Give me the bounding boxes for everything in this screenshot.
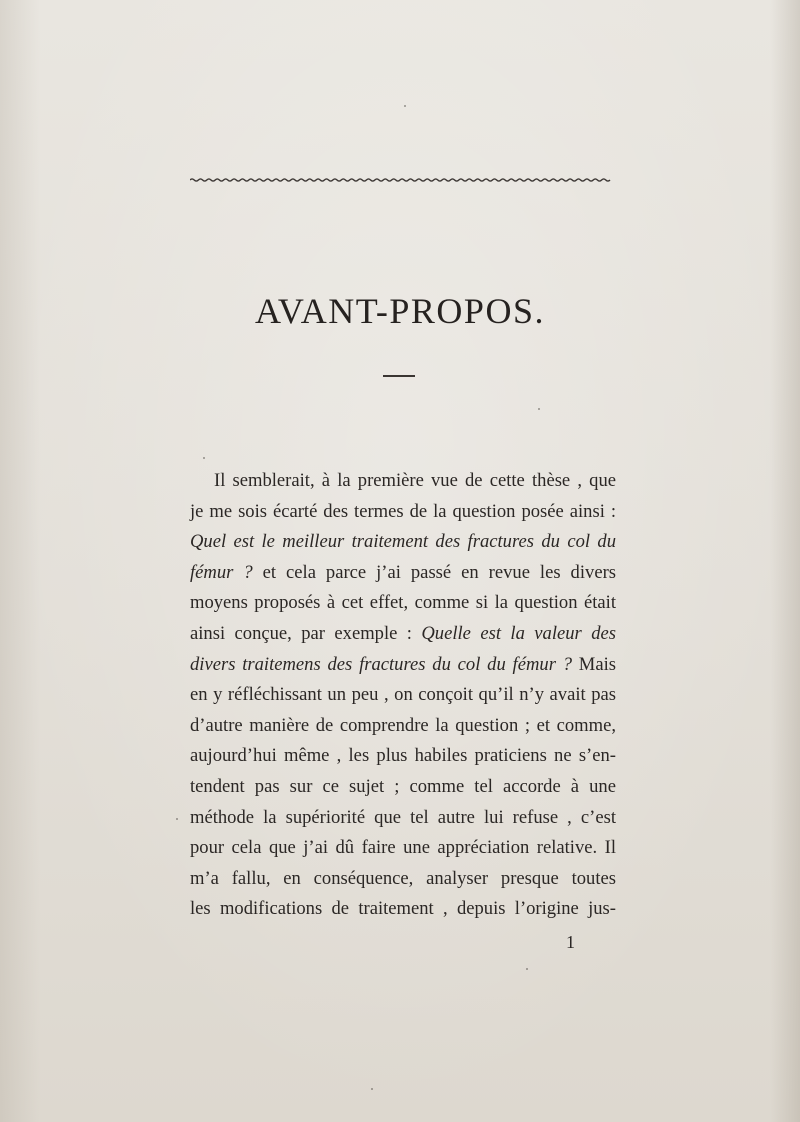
text-line (190, 680, 616, 711)
ornamental-rule (190, 175, 614, 185)
text-line (190, 772, 616, 803)
italic-text: Quel est le meilleur traitement des fractures du col du (190, 531, 616, 553)
text-line (190, 864, 616, 895)
text-line (190, 894, 616, 925)
paper-speck (203, 457, 205, 459)
paper-speck (404, 105, 406, 107)
text-run: d’autre manière de comprendre la question ; et comme, (190, 714, 616, 736)
text-line (190, 650, 616, 681)
text-run: tendent pas sur ce sujet ; comme tel accorde à une (190, 775, 616, 797)
paper-speck (176, 818, 178, 820)
text-run: Il semblerait, à la première vue de cette thèse , que (214, 470, 616, 491)
text-line (190, 558, 616, 589)
paper-speck (538, 408, 540, 410)
text-run: pour cela que j’ai dû faire une appréciation relative. Il (190, 837, 616, 859)
paper-speck (371, 1088, 373, 1090)
italic-text: divers traitemens des fractures du col du fémur ? (190, 653, 573, 675)
text-run: m’a fallu, en conséquence, analyser presque toutes (190, 867, 616, 889)
title-separator (383, 375, 415, 377)
text-run: et cela parce j’ai passé en revue les divers (252, 561, 616, 583)
text-run: les modifications de traitement , depuis l’origine jus- (190, 898, 616, 920)
body-paragraph (190, 466, 616, 925)
text-run: aujourd’hui même , les plus habiles praticiens ne s’en- (190, 745, 616, 767)
text-line (190, 619, 616, 650)
text-line (190, 833, 616, 864)
text-run: je me sois écarté des termes de la question posée ainsi : (190, 500, 616, 522)
text-line (190, 466, 616, 497)
text-run: Mais (572, 653, 616, 675)
text-line (190, 497, 616, 528)
italic-text: Quelle est la valeur des (421, 622, 616, 644)
text-line (190, 711, 616, 742)
text-line (190, 803, 616, 834)
text-line (190, 741, 616, 772)
text-run: méthode la supériorité que tel autre lui refuse , c’est (190, 806, 616, 828)
paper-speck (526, 968, 528, 970)
text-run: en y réfléchissant un peu , on conçoit qu’il n’y avait pas (190, 684, 616, 706)
text-run: moyens proposés à cet effet, comme si la question était (190, 592, 616, 614)
page-number: 1 (566, 932, 575, 952)
text-run: ainsi conçue, par exemple : (190, 622, 422, 644)
italic-text: fémur ? (190, 561, 253, 583)
text-line (190, 588, 616, 619)
text-line (190, 527, 616, 558)
page-title: AVANT-PROPOS. (255, 291, 545, 331)
